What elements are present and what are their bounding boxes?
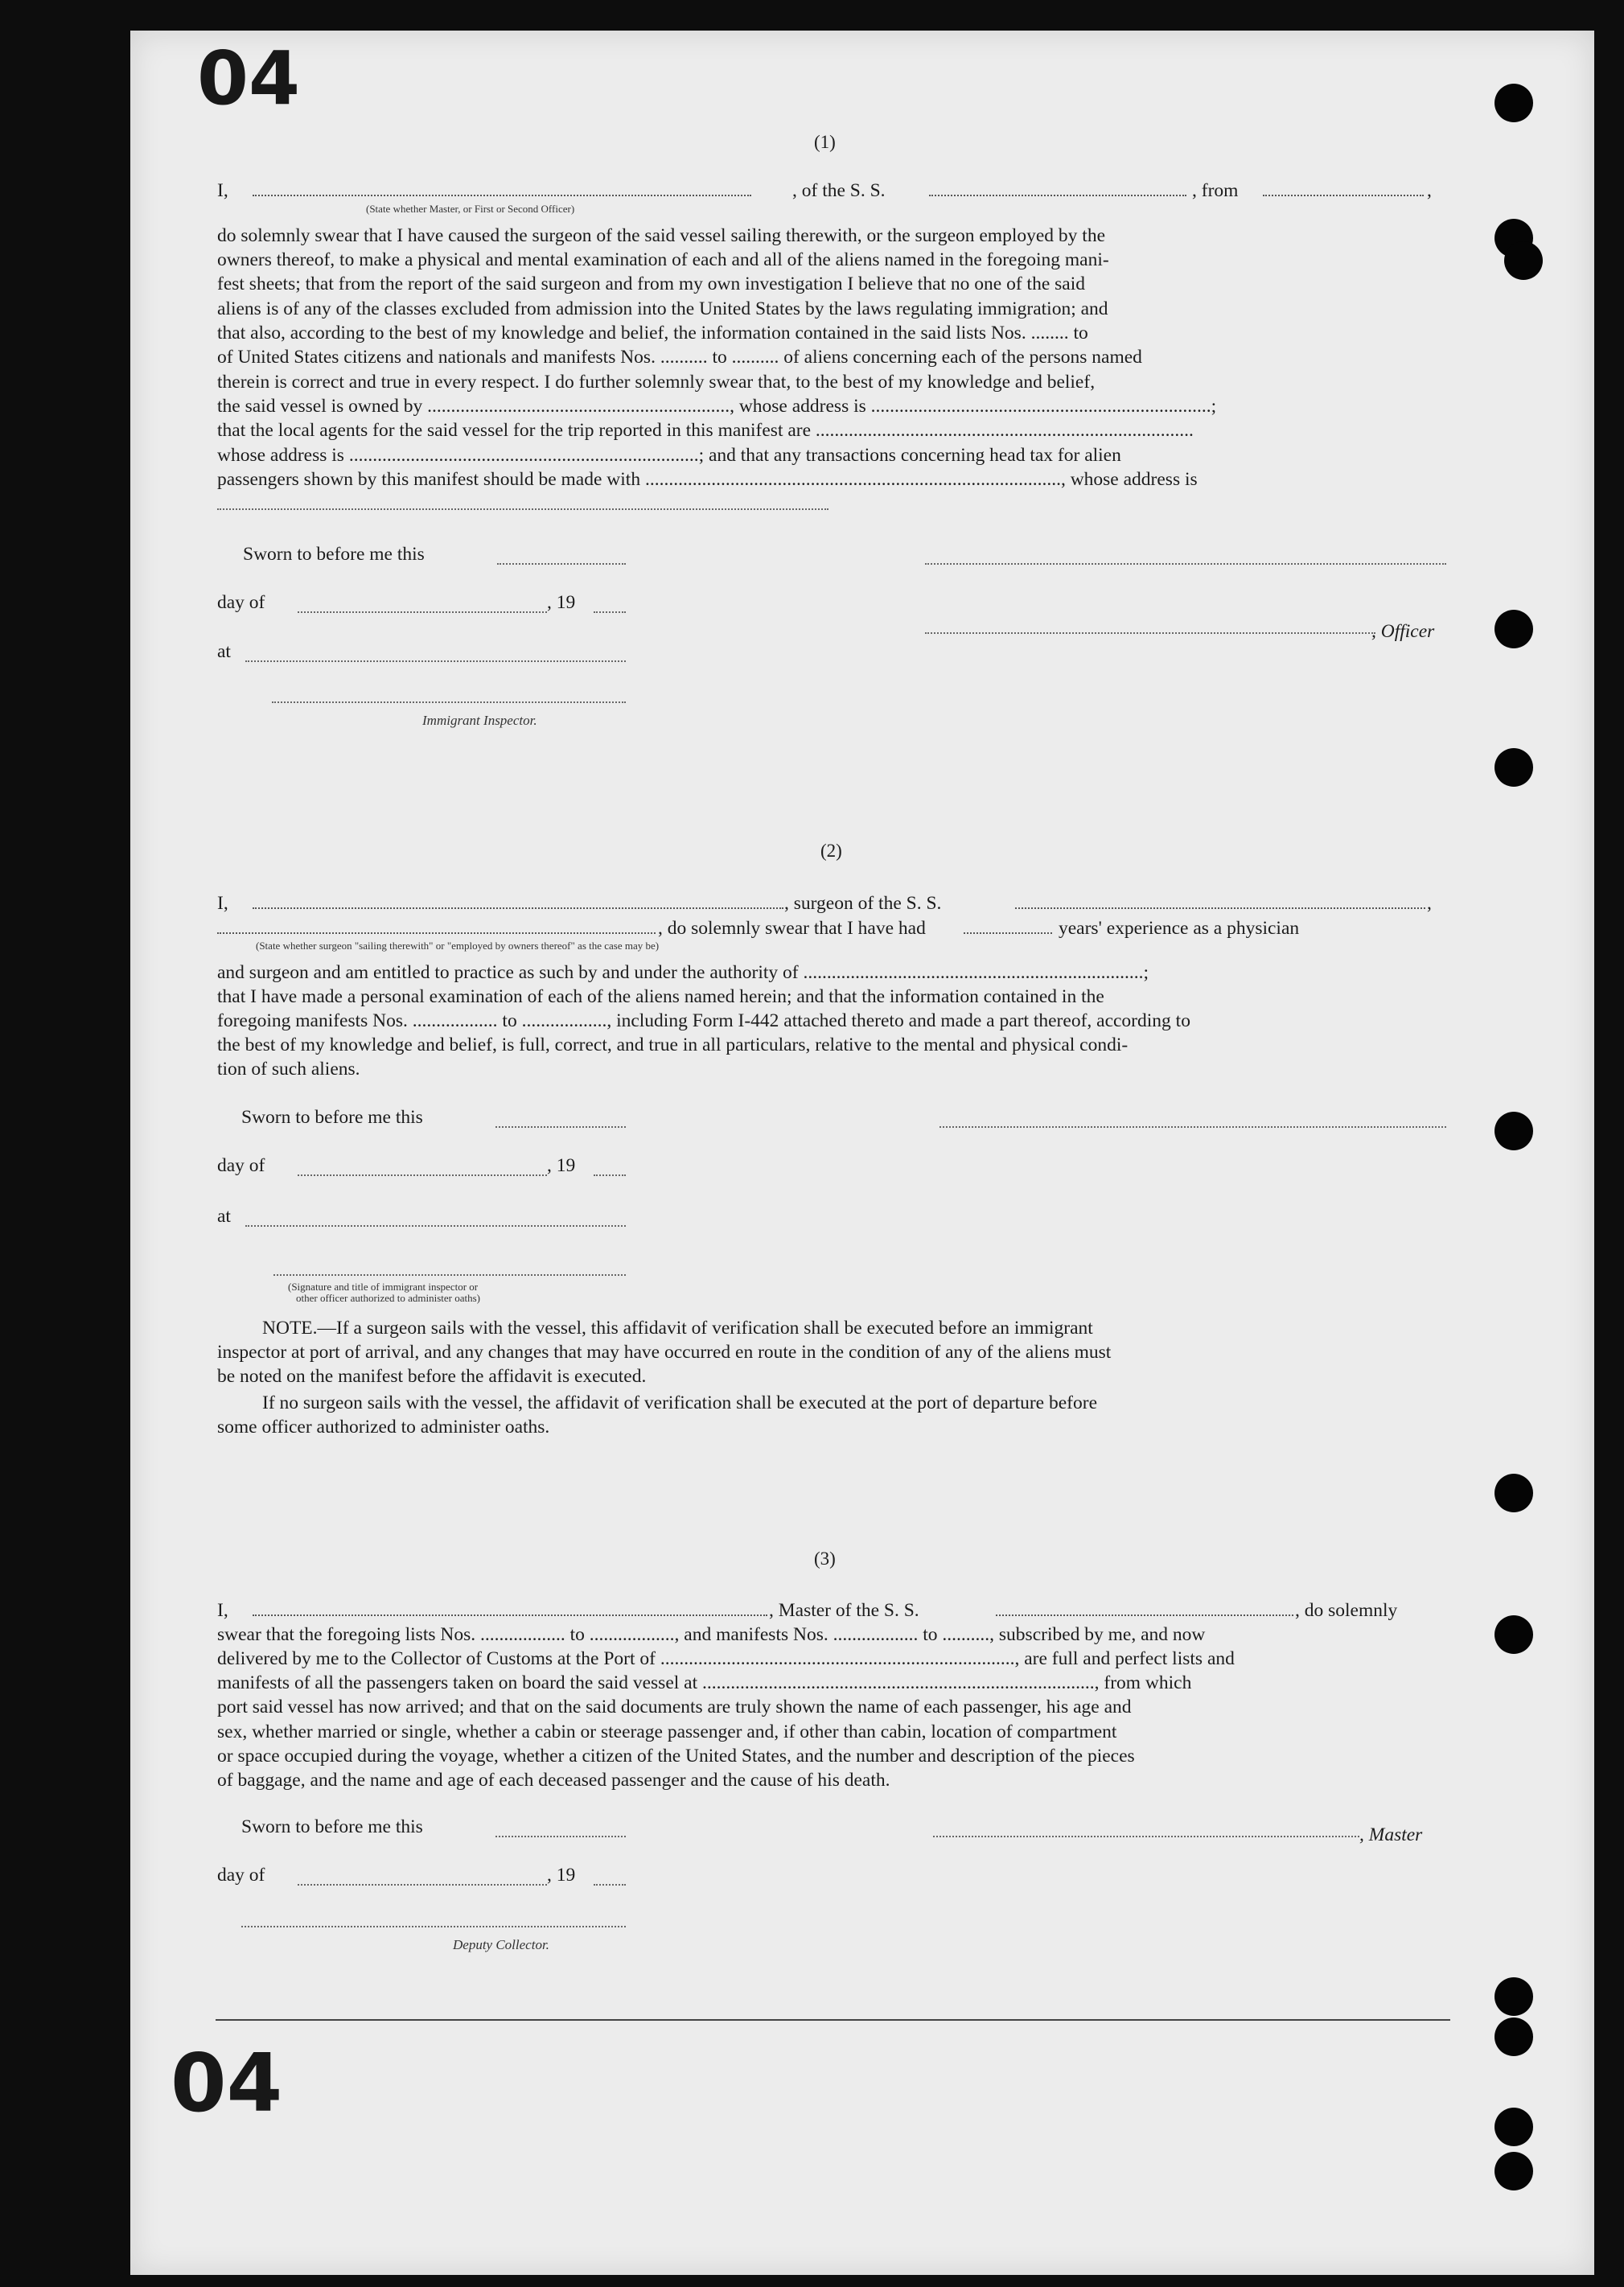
s1-text-line: fest sheets; that from the report of the said surgeon and from my own investigation I believe that no one of the said <box>217 274 1085 294</box>
s1-officer-line <box>925 632 1375 634</box>
section1-number: (1) <box>814 132 836 152</box>
s1-officer: , Officer <box>1371 621 1435 642</box>
s1-i: I, <box>217 180 228 201</box>
s1-sworn-line <box>497 563 626 565</box>
punch-hole <box>1494 2018 1533 2056</box>
s3-master: , Master <box>1359 1824 1423 1845</box>
s1-text-line: owners thereof, to make a physical and mental examination of each and all of the aliens named in the foregoing mani- <box>217 249 1109 270</box>
s2-sworn-line <box>495 1126 626 1128</box>
punch-hole <box>1494 1474 1533 1512</box>
bottom-rule <box>216 2019 1450 2021</box>
punch-hole <box>1494 2108 1533 2146</box>
s2-sworn: Sworn to before me this <box>241 1107 423 1128</box>
s3-sworn-line <box>495 1836 626 1837</box>
s2-swear: , do solemnly swear that I have had <box>658 918 926 939</box>
s2-text-line: and surgeon and am entitled to practice as such by and under the authority of ........................................................................; <box>217 962 1149 983</box>
s2-text-line: tion of such aliens. <box>217 1059 360 1080</box>
s1-address-line <box>217 508 828 510</box>
s1-text-line: that the local agents for the said vessel for the trip reported in this manifest are ................................................................................ <box>217 420 1194 441</box>
s3-deputy: Deputy Collector. <box>453 1937 549 1952</box>
s2-note-line: be noted on the manifest before the affidavit is executed. <box>217 1366 647 1387</box>
punch-hole <box>1494 1112 1533 1150</box>
s2-note-text: —If a surgeon sails with the vessel, this affidavit of verification shall be executed before an immigrant <box>317 1318 1093 1339</box>
s3-swear: , do solemnly <box>1295 1600 1398 1621</box>
s2-signature-right-line <box>939 1126 1446 1128</box>
s1-text-line: do solemnly swear that I have caused the surgeon of the said vessel sailing therewith, or the surgeon employed by the <box>217 225 1106 246</box>
s2-note2-line: some officer authorized to administer oaths. <box>217 1417 550 1438</box>
s3-deputy-line <box>241 1926 626 1927</box>
s2-day-line <box>298 1174 547 1176</box>
s1-year-line <box>594 611 626 613</box>
s1-text-line: therein is correct and true in every respect. I do further solemnly swear that, to the best of my knowledge and belief, <box>217 372 1096 393</box>
s2-note-surgeon: (State whether surgeon "sailing therewith" or "employed by owners thereof" as the case may be) <box>256 940 660 952</box>
s2-text-line: foregoing manifests Nos. .................. to .................., including Form I-442 attached thereto and made a part thereof, according to <box>217 1010 1190 1031</box>
s1-inspector-line <box>272 701 626 703</box>
s1-of-ss: , of the S. S. <box>792 180 886 201</box>
s1-at-line <box>245 660 626 662</box>
s2-year: , 19 <box>547 1155 576 1176</box>
s2-at: at <box>217 1206 231 1227</box>
s2-i: I, <box>217 893 228 914</box>
s2-day-of: day of <box>217 1155 265 1176</box>
s1-sworn: Sworn to before me this <box>243 544 425 565</box>
s2-note2-line: If no surgeon sails with the vessel, the affidavit of verification shall be executed at the port of departure before <box>262 1392 1097 1413</box>
s3-text-line: sex, whether married or single, whether a cabin or steerage passenger and, if other than cabin, location of compartment <box>217 1721 1117 1742</box>
s2-signature-note-1: (Signature and title of immigrant inspector or <box>288 1281 479 1293</box>
corner-mark-top: 04 <box>197 35 301 121</box>
s3-year: , 19 <box>547 1865 576 1886</box>
s2-signature-line <box>273 1274 626 1276</box>
punch-hole <box>1494 84 1533 122</box>
punch-hole <box>1494 1977 1533 2016</box>
s3-text-line: or space occupied during the voyage, whether a citizen of the United States, and the number and description of the pieces <box>217 1746 1135 1767</box>
s3-i: I, <box>217 1600 228 1621</box>
s1-day-line <box>298 611 547 613</box>
s2-surgeon-of-ss: , surgeon of the S. S. <box>784 893 942 914</box>
corner-mark-bottom: 04 <box>171 2036 283 2130</box>
s1-inspector: Immigrant Inspector. <box>422 713 537 728</box>
s3-sworn: Sworn to before me this <box>241 1816 423 1837</box>
s2-text-line: the best of my knowledge and belief, is full, correct, and true in all particulars, relative to the mental and physical condi- <box>217 1034 1129 1055</box>
punch-hole <box>1494 1615 1533 1654</box>
s1-text-line: passengers shown by this manifest should be made with ........................................................................................, whose address is <box>217 469 1198 490</box>
s3-line1 <box>217 1598 1448 1623</box>
s1-text-line: that also, according to the best of my knowledge and belief, the information contained in the said lists Nos. ........ to <box>217 323 1088 343</box>
s1-day-of: day of <box>217 592 265 613</box>
s1-text-line: the said vessel is owned by ................................................................, whose address is ........................................................................; <box>217 396 1217 417</box>
s2-year-line <box>594 1174 626 1176</box>
s2-note-label: NOTE. <box>262 1318 318 1339</box>
s3-text-line: port said vessel has now arrived; and that on the said documents are truly shown the name of each passenger, his age and <box>217 1697 1132 1717</box>
s3-year-line <box>594 1884 626 1886</box>
s2-signature-note-2: other officer authorized to administer oaths) <box>296 1292 480 1304</box>
s2-line1: I, , surgeon of the S. S. , <box>217 893 1432 914</box>
s3-text-line: swear that the foregoing lists Nos. .................. to .................., and manifests Nos. .................. to .........., subscribed by me, and now <box>217 1624 1206 1645</box>
s3-text-line: of baggage, and the name and age of each deceased passenger and the cause of his death. <box>217 1770 890 1791</box>
s2-text-line: that I have made a personal examination of each of the aliens named herein; and that the information contained in the <box>217 986 1104 1007</box>
s1-line1: I, , of the S. S. , from , <box>217 180 1432 201</box>
punch-hole <box>1494 610 1533 648</box>
s2-note-line-0 <box>262 1316 1093 1340</box>
punch-hole <box>1494 748 1533 787</box>
s1-text-line: of United States citizens and nationals and manifests Nos. .......... to .......... of aliens concerning each of the persons named <box>217 347 1142 368</box>
s3-day-of: day of <box>217 1865 265 1886</box>
s3-text-line: manifests of all the passengers taken on board the said vessel at ..................................................................................., from which <box>217 1672 1192 1693</box>
s1-note-master: (State whether Master, or First or Second Officer) <box>366 203 575 215</box>
s3-master-line <box>933 1836 1359 1837</box>
section2-number: (2) <box>820 841 842 861</box>
s2-note-line: inspector at port of arrival, and any changes that may have occurred en route in the condition of any of the aliens must <box>217 1342 1112 1363</box>
s2-years: years' experience as a physician <box>1059 918 1300 939</box>
s1-at: at <box>217 641 231 662</box>
s1-from: , from <box>1192 180 1239 201</box>
s1-text-line: aliens is of any of the classes excluded from admission into the United States by the laws regulating immigration; and <box>217 298 1108 319</box>
s3-text-line: delivered by me to the Collector of Customs at the Port of ..........................................................................., are full and perfect lists and <box>217 1648 1235 1669</box>
section3-number: (3) <box>814 1549 836 1569</box>
s1-year: , 19 <box>547 592 576 613</box>
s2-at-line <box>245 1225 626 1227</box>
punch-hole <box>1504 241 1543 280</box>
s3-day-line <box>298 1884 547 1886</box>
s3-master-of-ss: , Master of the S. S. <box>769 1600 919 1621</box>
s1-officer-top-line <box>925 563 1446 565</box>
s1-text-line: whose address is ..........................................................................; and that any transactions concerning head tax for alien <box>217 445 1121 466</box>
punch-hole <box>1494 2152 1533 2190</box>
